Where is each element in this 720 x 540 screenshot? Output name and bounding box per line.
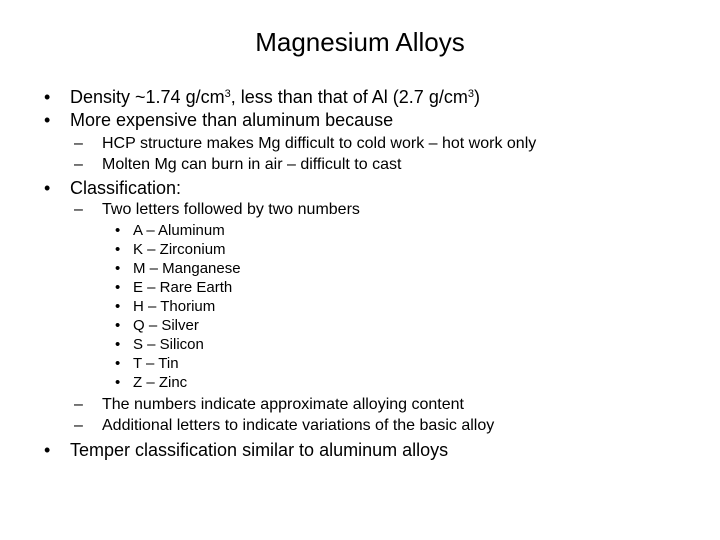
bullet-marker: •: [115, 279, 121, 296]
density-text-part: , less than that of Al (2.7 g/cm: [230, 87, 468, 107]
bullet-text: [70, 86, 480, 108]
letter-item-text: E – Rare Earth: [133, 279, 233, 296]
superscript: 3: [224, 88, 231, 100]
dash-marker: –: [74, 156, 83, 173]
sub-bullet-text: Two letters followed by two numbers: [102, 201, 360, 218]
density-text-part: ): [473, 87, 480, 107]
density-text-part: Density ~1.74 g/cm: [70, 87, 225, 107]
bullet-text: Temper classification similar to aluminum alloys: [70, 440, 449, 460]
dash-marker: –: [74, 396, 83, 413]
letter-item-text: H – Thorium: [133, 298, 216, 315]
bullet-marker: •: [115, 260, 121, 277]
dash-marker: –: [74, 201, 83, 218]
letter-item-text: M – Manganese: [133, 260, 241, 277]
dash-marker: –: [74, 417, 83, 434]
slide-title: Magnesium Alloys: [255, 27, 465, 57]
dash-marker: –: [74, 135, 83, 152]
letter-item-text: T – Tin: [133, 355, 179, 372]
bullet-marker: •: [44, 440, 51, 460]
letter-item-text: A – Aluminum: [133, 222, 225, 239]
bullet-marker: •: [115, 374, 121, 391]
letter-item-text: Q – Silver: [133, 317, 199, 334]
sub-bullet-text: Molten Mg can burn in air – difficult to cast: [102, 156, 402, 173]
sub-bullet-text: The numbers indicate approximate alloying content: [102, 396, 464, 413]
bullet-text: More expensive than aluminum because: [70, 110, 394, 130]
letter-item-text: Z – Zinc: [133, 374, 188, 391]
bullet-marker: •: [115, 355, 121, 372]
bullet-marker: •: [115, 298, 121, 315]
bullet-marker: •: [115, 241, 121, 258]
bullet-marker: •: [115, 336, 121, 353]
bullet-marker: •: [115, 317, 121, 334]
bullet-marker: •: [44, 87, 51, 107]
superscript: 3: [467, 88, 474, 100]
bullet-text: Classification:: [70, 178, 182, 198]
bullet-marker: •: [44, 178, 51, 198]
bullet-marker: •: [44, 110, 51, 130]
letter-item-text: S – Silicon: [133, 336, 204, 353]
sub-bullet-text: HCP structure makes Mg difficult to cold work – hot work only: [102, 135, 537, 152]
sub-bullet-text: Additional letters to indicate variations of the basic alloy: [102, 417, 495, 434]
letter-item-text: K – Zirconium: [133, 241, 226, 258]
bullet-marker: •: [115, 222, 121, 239]
